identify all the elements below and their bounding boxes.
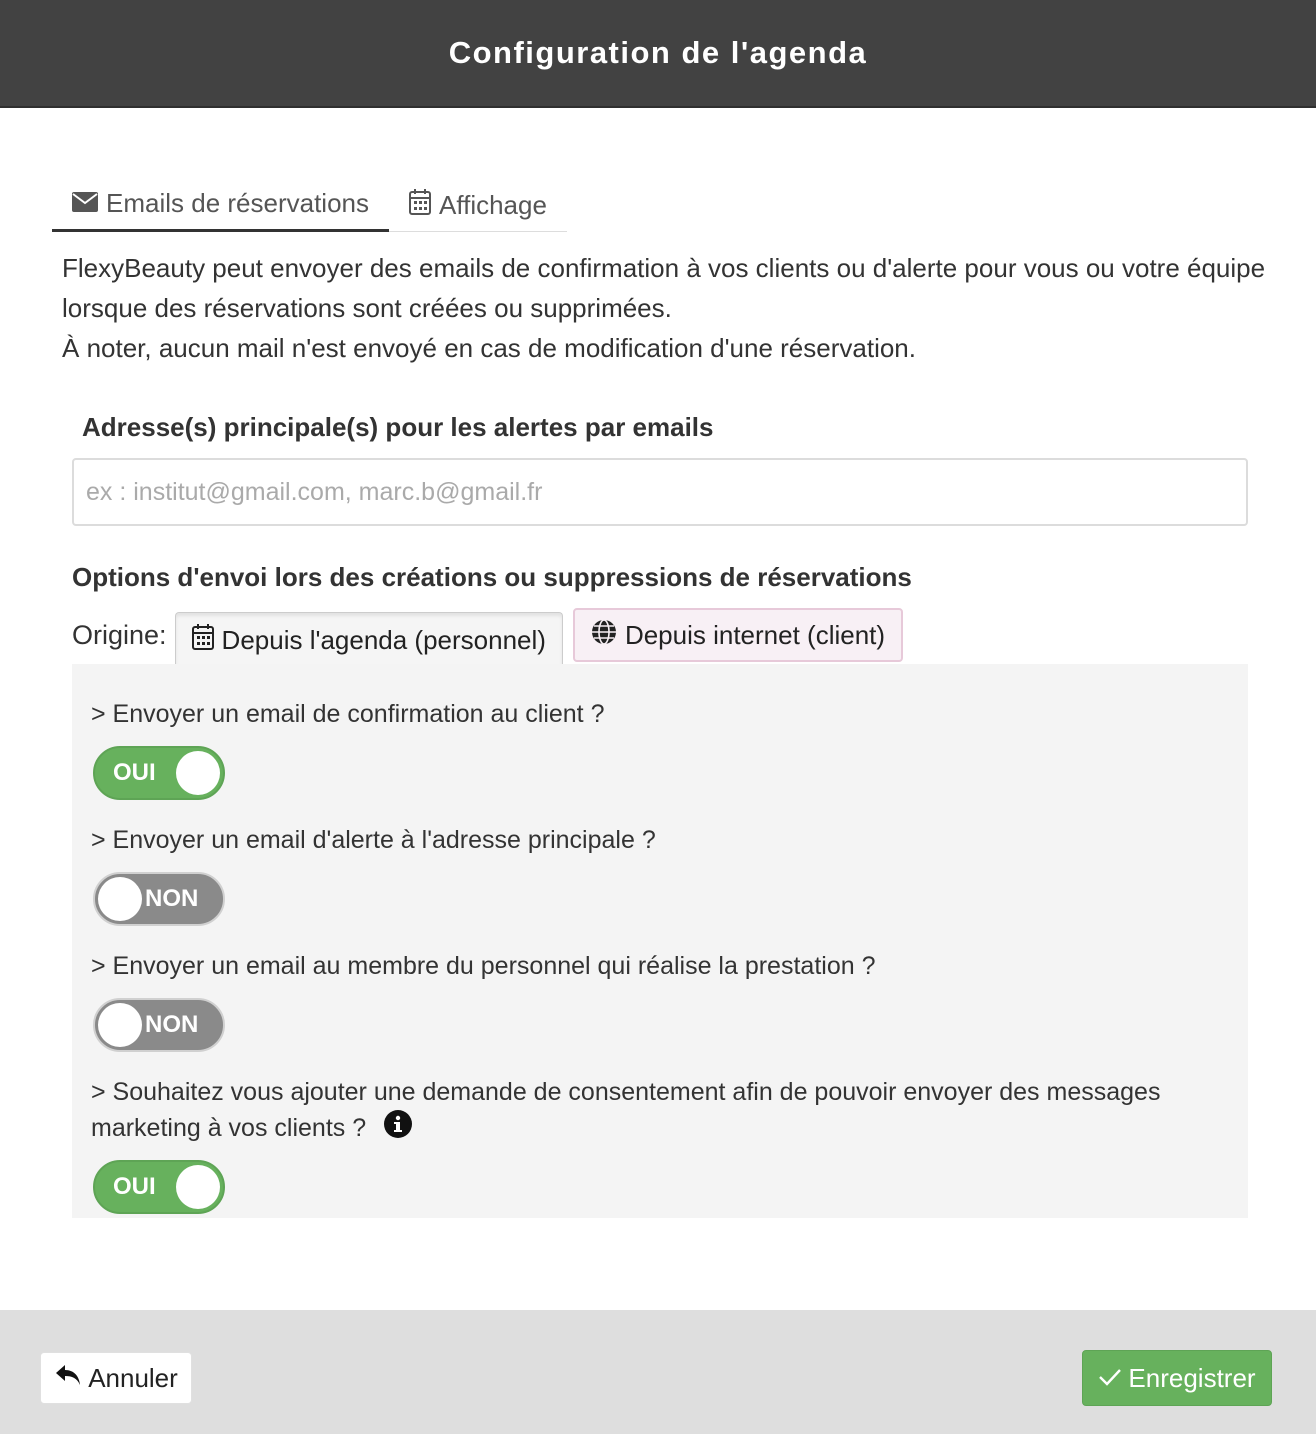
question-marketing-consent <box>91 1074 1221 1148</box>
origin-internet-label: Depuis internet (client) <box>624 619 886 650</box>
tab-label: Emails de réservations <box>106 188 369 218</box>
origin-label: Origine: <box>72 620 167 650</box>
toggle-label: OUI <box>113 759 156 786</box>
origin-agenda-label: Depuis l'agenda (personnel) <box>221 625 546 655</box>
origin-selector <box>72 608 903 664</box>
envelope-icon <box>72 188 98 219</box>
tab-label: Affichage <box>439 189 547 220</box>
toggle-alert-main-address[interactable] <box>93 872 225 926</box>
options-section-title: Options d'envoi lors des créations ou suppressions de réservations <box>72 562 912 592</box>
question-marketing-consent-text: > Souhaitez vous ajouter une demande de consentement afin de pouvoir envoyer des messages marketing à vos clients ? <box>91 1078 1161 1142</box>
modal-title: Configuration de l'agenda <box>448 35 868 70</box>
calendar-icon <box>409 189 431 222</box>
modal-header <box>0 0 1316 108</box>
info-icon[interactable] <box>384 1110 412 1148</box>
toggle-knob <box>98 877 142 921</box>
tab-emails-reservations[interactable] <box>52 178 389 232</box>
toggle-knob <box>176 751 220 795</box>
save-label: Enregistrer <box>1128 1362 1256 1393</box>
main-email-input[interactable] <box>72 458 1248 526</box>
save-button[interactable] <box>1082 1350 1272 1406</box>
origin-agenda-button[interactable] <box>175 612 563 668</box>
toggle-knob <box>176 1165 220 1209</box>
check-icon <box>1098 1363 1122 1394</box>
toggle-label: OUI <box>113 1173 156 1200</box>
reply-icon <box>54 1363 82 1394</box>
email-section-title: Adresse(s) principale(s) pour les alertes par emails <box>82 412 714 442</box>
cancel-button[interactable] <box>40 1352 192 1404</box>
toggle-confirmation-client[interactable] <box>93 746 225 800</box>
globe-icon <box>591 619 617 652</box>
toggle-label: NON <box>145 885 199 912</box>
toggle-email-staff[interactable] <box>93 998 225 1052</box>
question-alert-main-address: > Envoyer un email d'alerte à l'adresse principale ? <box>91 826 656 854</box>
intro-line-1: FlexyBeauty peut envoyer des emails de confirmation à vos clients ou d'alerte pour vous ou votre équipe lorsque des réservations sont créées ou supprimées. <box>62 253 1266 323</box>
origin-internet-button[interactable] <box>573 608 903 662</box>
intro-text <box>62 248 1282 368</box>
toggle-knob <box>98 1003 142 1047</box>
options-panel <box>72 664 1248 1218</box>
intro-line-2: À noter, aucun mail n'est envoyé en cas de modification d'une réservation. <box>62 333 916 363</box>
question-confirmation-client: > Envoyer un email de confirmation au client ? <box>91 700 605 728</box>
toggle-label: NON <box>145 1011 199 1038</box>
tab-bar <box>52 178 567 232</box>
calendar-icon <box>192 624 214 657</box>
toggle-marketing-consent[interactable] <box>93 1160 225 1214</box>
cancel-label: Annuler <box>88 1362 178 1393</box>
modal-footer <box>0 1310 1316 1434</box>
tab-affichage[interactable] <box>389 178 567 232</box>
question-email-staff: > Envoyer un email au membre du personnel qui réalise la prestation ? <box>91 952 876 980</box>
